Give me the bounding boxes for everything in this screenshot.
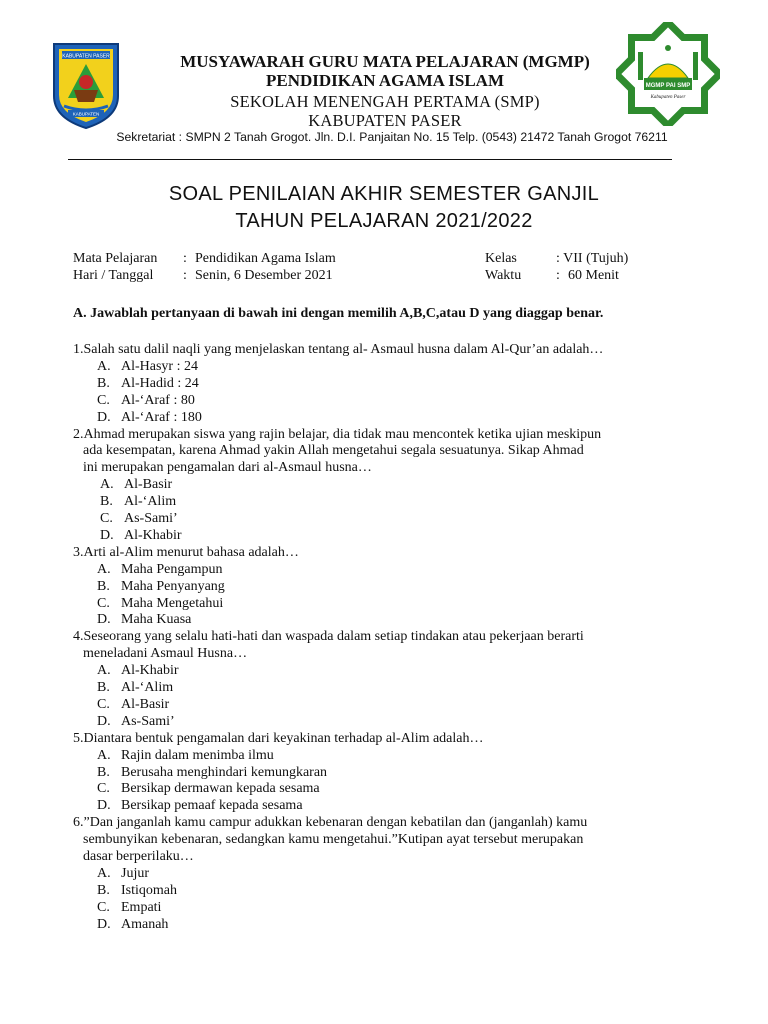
option-letter: B. [100,494,113,510]
answer-option [97,561,222,578]
header-divider [68,159,672,160]
option-letter: C. [97,781,110,797]
option-letter: C. [100,511,113,526]
question-text-continued: ada kesempatan, karena Ahmad yakin Allah mengetahui segala sesuatunya. Sikap Ahmad [83,443,584,459]
instruction: A. Jawablah pertanyaan di bawah ini dengan memilih A,B,C,atau D yang diaggap benar. [73,306,604,321]
day-sep: : [183,268,187,283]
option-letter: C. [97,899,110,915]
option-letter: A. [97,561,111,577]
option-letter: B. [97,375,110,391]
mgmp-pai-logo [616,22,720,126]
option-text: Bersikap dermawan kepada sesama [121,781,320,797]
answer-option [97,409,202,426]
option-letter: C. [97,595,110,611]
option-text: Maha Kuasa [121,612,192,628]
option-text: Al-Basir [121,696,170,712]
answer-option [97,595,223,612]
option-text: Maha Pengampun [121,561,223,577]
answer-option [100,510,178,527]
option-text: Empati [121,899,162,915]
option-text: Al-‘Araf : 80 [121,392,195,408]
exam-title: SOAL PENILAIAN AKHIR SEMESTER GANJIL [168,183,600,205]
time-sep: : [556,268,560,283]
option-letter: B. [97,882,110,898]
subject-sep: : [183,251,187,266]
option-letter: B. [97,578,110,594]
option-letter: D. [97,612,111,628]
option-text: Jujur [121,865,149,881]
answer-option [97,764,327,781]
answer-option [100,527,182,544]
time-value: 60 Menit [568,268,619,283]
answer-option [97,916,168,933]
question-text-continued: sembunyikan kebenaran, sedangkan kamu mengetahui.”Kutipan ayat tersebut merupakan [83,832,584,848]
option-text: Maha Penyanyang [121,578,225,594]
answer-option [97,713,175,730]
question-text: 5.Diantara bentuk pengamalan dari keyakinan terhadap al-Alim adalah… [73,730,484,746]
option-letter: A. [97,358,111,374]
option-letter: C. [97,696,110,712]
question-text: 6.”Dan janganlah kamu campur adukkan kebenaran dengan kebatilan dan (janganlah) kamu [73,815,588,831]
answer-option [97,358,198,375]
time-label: Waktu [485,268,522,283]
option-letter: A. [97,747,111,763]
option-text: As-Sami’ [121,713,175,729]
header-school-level: SEKOLAH MENENGAH PERTAMA (SMP) [230,92,540,111]
question-text-continued: meneladani Asmaul Husna… [83,646,248,662]
option-letter: B. [97,764,110,780]
option-letter: D. [97,798,111,814]
right-logo-sub: Kabupaten Paser [650,95,686,100]
question-text: 2.Ahmad merupakan siswa yang rajin belajar, dia tidak mau mencontek ketika ujian meskipun [73,426,602,442]
answer-option [97,797,303,814]
answer-option [97,865,149,882]
header-regency: KABUPATEN PASER [308,111,462,130]
question-text: 1.Salah satu dalil naqli yang menjelaskan tentang al- Asmaul husna dalam Al-Qur’an adalah… [73,342,604,357]
option-text: Al-‘Araf : 180 [121,409,202,425]
option-text: Al-Hadid : 24 [121,375,199,391]
option-text: Al-Hasyr : 24 [121,358,198,374]
option-text: Al-‘Alim [124,494,177,510]
answer-option [97,611,191,628]
option-text: Rajin dalam menimba ilmu [121,747,274,763]
option-text: Amanah [121,916,169,932]
option-letter: A. [97,865,111,881]
day-label: Hari / Tanggal [73,268,154,283]
class-label: Kelas [485,251,517,266]
answer-option [97,578,225,595]
option-text: Al-Khabir [121,663,179,679]
question-text: 3.Arti al-Alim menurut bahasa adalah… [73,544,299,560]
subject-label: Mata Pelajaran [73,251,158,266]
answer-option [100,476,172,493]
option-text: Al-Khabir [124,527,182,543]
option-letter: C. [97,392,110,408]
answer-option [97,747,274,764]
answer-option [97,780,320,797]
option-text: As-Sami’ [124,511,178,526]
answer-option [97,392,195,409]
option-text: Bersikap pemaaf kepada sesama [121,798,303,814]
option-letter: D. [97,409,111,425]
option-text: Istiqomah [121,882,177,898]
option-text: Berusaha menghindari kemungkaran [121,764,328,780]
option-letter: D. [100,527,114,543]
left-logo-bottom-text: KABUPATEN [72,111,100,117]
option-text: Maha Mengetahui [121,595,224,611]
subject-value: Pendidikan Agama Islam [195,251,336,266]
kabupaten-paser-logo [50,40,122,130]
answer-option [97,375,199,392]
option-letter: D. [97,916,111,932]
answer-option [97,662,179,679]
option-letter: D. [97,713,111,729]
option-letter: A. [97,663,111,679]
question-text-continued: ini merupakan pengamalan dari al-Asmaul husna… [83,460,372,476]
answer-option [97,882,177,899]
answer-option [97,899,161,916]
question-text-continued: dasar berperilaku… [83,849,194,864]
header-org-name: MUSYAWARAH GURU MATA PELAJARAN (MGMP) [180,52,590,71]
right-logo-text: MGMP PAI SMP [645,83,691,89]
answer-option [97,696,169,713]
answer-option [97,679,173,696]
question-text: 4.Seseorang yang selalu hati-hati dan waspada dalam setiap tindakan atau pekerjaan berarti [73,629,584,645]
option-letter: B. [97,680,110,695]
option-letter: A. [100,477,114,493]
day-value: Senin, 6 Desember 2021 [195,268,333,283]
header-subject: PENDIDIKAN AGAMA ISLAM [265,71,505,90]
exam-year: TAHUN PELAJARAN 2021/2022 [235,210,533,232]
class-value: : VII (Tujuh) [556,251,629,266]
option-text: Al-‘Alim [121,680,174,695]
header-secretariat: Sekretariat : SMPN 2 Tanah Grogot. Jln. D.I. Panjaitan No. 15 Telp. (0543) 21472 Tanah Grogot 76211 [116,130,668,144]
answer-option [100,493,176,510]
option-text: Al-Basir [124,477,173,493]
left-logo-top-text: KABUPATEN PASER [62,53,110,60]
